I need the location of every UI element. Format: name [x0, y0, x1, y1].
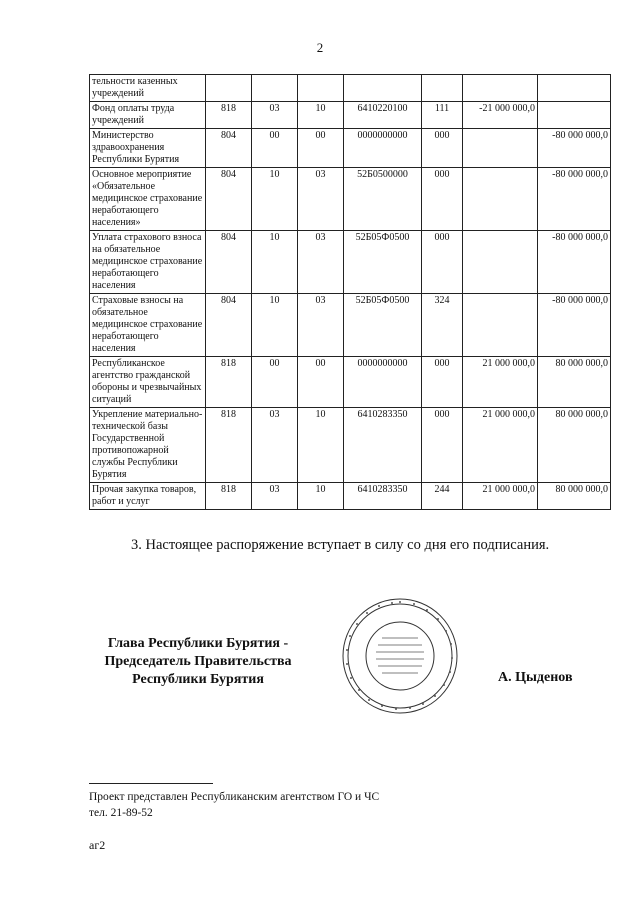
row-name-cell: Республиканское агентство гражданской обороны и чрезвычайных ситуаций — [90, 357, 206, 408]
amount-cell — [463, 75, 538, 102]
amount-cell: -80 000 000,0 — [538, 294, 611, 357]
budget-table — [89, 74, 611, 510]
target-article-cell: 6410283350 — [344, 408, 422, 483]
subsection-code-cell — [298, 75, 344, 102]
footnote — [89, 789, 379, 821]
amount-cell: -80 000 000,0 — [538, 231, 611, 294]
section-code-cell: 00 — [252, 129, 298, 168]
footnote-author-line: Проект представлен Республиканским агентством ГО и ЧС — [89, 791, 380, 803]
table-row — [90, 408, 611, 483]
signatory-name: А. Цыденов — [498, 670, 573, 685]
admin-code-cell: 818 — [206, 357, 252, 408]
subsection-code-cell: 10 — [298, 102, 344, 129]
table-row — [90, 357, 611, 408]
amount-cell: 80 000 000,0 — [538, 357, 611, 408]
amount-cell — [463, 231, 538, 294]
section-code-cell: 03 — [252, 408, 298, 483]
section-code-cell: 10 — [252, 168, 298, 231]
expense-type-cell: 000 — [422, 168, 463, 231]
amount-cell: 80 000 000,0 — [538, 408, 611, 483]
admin-code-cell — [206, 75, 252, 102]
table-row — [90, 168, 611, 231]
amount-cell — [538, 75, 611, 102]
admin-code-cell: 804 — [206, 129, 252, 168]
footnote-phone-line: тел. 21-89-52 — [89, 807, 153, 819]
target-article-cell: 6410220100 — [344, 102, 422, 129]
row-name-cell: Фонд оплаты труда учреждений — [90, 102, 206, 129]
admin-code-cell: 818 — [206, 408, 252, 483]
expense-type-cell: 000 — [422, 129, 463, 168]
target-article-cell: 0000000000 — [344, 357, 422, 408]
amount-cell: -80 000 000,0 — [538, 168, 611, 231]
section-code-cell — [252, 75, 298, 102]
subsection-code-cell: 00 — [298, 129, 344, 168]
footnote-divider — [89, 783, 213, 784]
table-row — [90, 102, 611, 129]
subsection-code-cell: 10 — [298, 483, 344, 510]
table-row — [90, 129, 611, 168]
official-seal — [340, 596, 460, 716]
row-name-cell: Министерство здравоохранения Республики Бурятия — [90, 129, 206, 168]
seal-inner-ring — [348, 604, 452, 708]
amount-cell: -21 000 000,0 — [463, 102, 538, 129]
table-row — [90, 75, 611, 102]
row-name-cell: Страховые взносы на обязательное медицинское страхование неработающего населения — [90, 294, 206, 357]
amount-cell — [538, 102, 611, 129]
expense-type-cell: 244 — [422, 483, 463, 510]
target-article-cell: 6410283350 — [344, 483, 422, 510]
expense-type-cell: 111 — [422, 102, 463, 129]
admin-code-cell: 818 — [206, 483, 252, 510]
signatory-position — [88, 635, 308, 689]
amount-cell: 21 000 000,0 — [463, 483, 538, 510]
section-code-cell: 03 — [252, 483, 298, 510]
amount-cell: 21 000 000,0 — [463, 357, 538, 408]
reference-code: аг2 — [89, 838, 106, 852]
row-name-cell: Основное мероприятие «Обязательное медицинское страхование неработающего населения» — [90, 168, 206, 231]
amount-cell: -80 000 000,0 — [538, 129, 611, 168]
signatory-position-line: Глава Республики Бурятия - — [107, 636, 289, 651]
row-name-cell: Уплата страхового взноса на обязательное медицинское страхование неработающего населения — [90, 231, 206, 294]
subsection-code-cell: 00 — [298, 357, 344, 408]
table-row — [90, 294, 611, 357]
expense-type-cell: 000 — [422, 357, 463, 408]
admin-code-cell: 804 — [206, 168, 252, 231]
row-name-cell: Прочая закупка товаров, работ и услуг — [90, 483, 206, 510]
section-code-cell: 10 — [252, 294, 298, 357]
signatory-position-line: Республики Бурятия — [132, 672, 264, 687]
seal-center-ring — [366, 622, 434, 690]
signatory-position-line: Председатель Правительства — [104, 654, 292, 669]
expense-type-cell: 000 — [422, 408, 463, 483]
row-name-cell: Укрепление материально-технической базы Государственной противопожарной службы Республики Бурятия — [90, 408, 206, 483]
seal-rim-lettering — [346, 601, 453, 710]
seal-text-lines — [376, 638, 424, 673]
target-article-cell: 52Б05Ф0500 — [344, 231, 422, 294]
amount-cell — [463, 129, 538, 168]
amount-cell: 21 000 000,0 — [463, 408, 538, 483]
admin-code-cell: 818 — [206, 102, 252, 129]
amount-cell: 80 000 000,0 — [538, 483, 611, 510]
expense-type-cell: 000 — [422, 231, 463, 294]
table-row — [90, 231, 611, 294]
subsection-code-cell: 03 — [298, 294, 344, 357]
table-row — [90, 483, 611, 510]
amount-cell — [463, 168, 538, 231]
section-code-cell: 10 — [252, 231, 298, 294]
admin-code-cell: 804 — [206, 294, 252, 357]
section-code-cell: 00 — [252, 357, 298, 408]
expense-type-cell — [422, 75, 463, 102]
target-article-cell: 52Б05Ф0500 — [344, 294, 422, 357]
target-article-cell: 0000000000 — [344, 129, 422, 168]
section-code-cell: 03 — [252, 102, 298, 129]
subsection-code-cell: 10 — [298, 408, 344, 483]
row-name-cell: тельности казенных учреждений — [90, 75, 206, 102]
page-number: 2 — [316, 40, 324, 55]
target-article-cell — [344, 75, 422, 102]
subsection-code-cell: 03 — [298, 168, 344, 231]
amount-cell — [463, 294, 538, 357]
expense-type-cell: 324 — [422, 294, 463, 357]
target-article-cell: 52Б0500000 — [344, 168, 422, 231]
subsection-code-cell: 03 — [298, 231, 344, 294]
seal-outer-ring — [343, 599, 457, 713]
admin-code-cell: 804 — [206, 231, 252, 294]
decree-paragraph: 3. Настоящее распоряжение вступает в силу со дня его подписания. — [131, 537, 550, 553]
